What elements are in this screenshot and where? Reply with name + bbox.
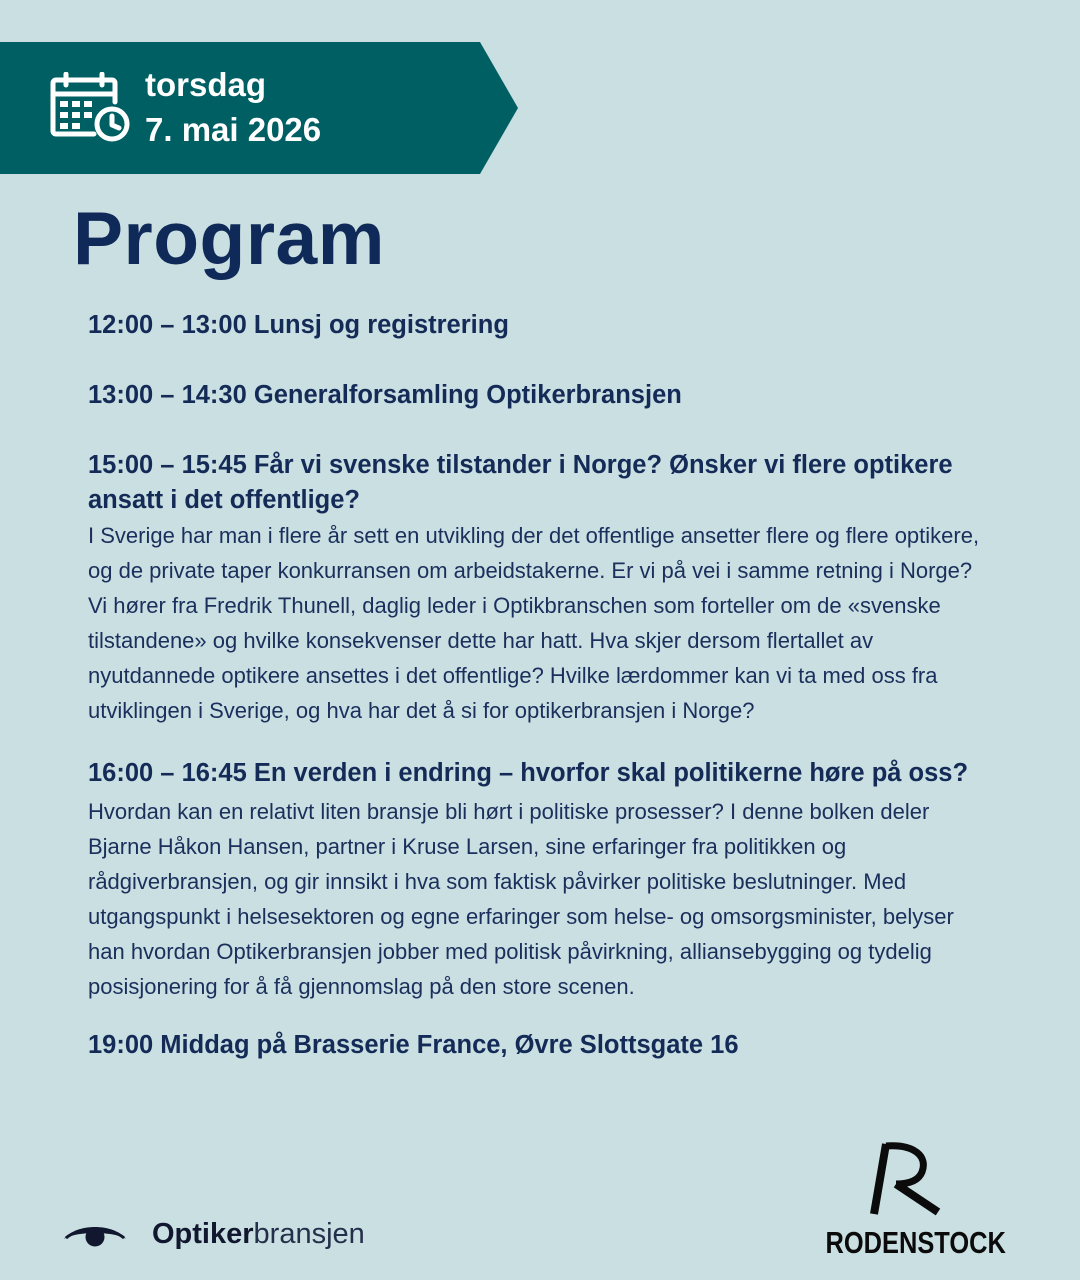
program-item-description: Hvordan kan en relativt liten bransje bli hørt i politiske prosesser? I denne bolken deler Bjarne Håkon Hansen, partner i Kruse Larsen, sine erfaringer fra politikken og rådgiverbransjen, og gir innsikt i hva som faktisk påvirker politiske beslutninger. Med utgangspunkt i helsesektoren og egne erfaringer som helse- og omsorgsminister, belyser han hvordan Optikerbransjen jobber med politisk påvirkning, alliansebygging og tydelig posisjonering for å få gjennomslag på den store scenen. [88,799,954,999]
banner-date: 7. mai 2026 [145,111,322,148]
program-item [88,753,983,1004]
program-item [88,308,983,343]
rodenstock-wordmark: RODENSTOCK [825,1225,1006,1260]
program-item-heading: 13:00 – 14:30 Generalforsamling Optikerbransjen [88,381,682,409]
eye-icon [62,1217,128,1251]
program-item [88,378,983,413]
brand-name-light: bransjen [253,1217,365,1250]
optikerbransjen-logo [62,1214,365,1254]
program-item-heading: 16:00 – 16:45 En verden i endring – hvorfor skal politikerne høre på oss? [88,759,969,787]
program-item-heading: 19:00 Middag på Brasserie France, Øvre Slottsgate 16 [88,1031,739,1059]
program-item-description: I Sverige har man i flere år sett en utvikling der det offentlige ansetter flere og flere optikere, og de private taper konkurransen om arbeidstakerne. Er vi på vei i samme retning i Norge? Vi hører fra Fredrik Thunell, daglig leder i Optikbranschen som forteller om de «svenske tilstandene» og hvilke konsekvenser dette har hatt. Hva skjer dersom flertallet av nyutdannede optikere ansettes i det offentlige? Hvilke lærdommer kan vi ta med oss fra utviklingen i Sverige, og hva har det å si for optikerbransjen i Norge? [88,523,980,723]
rodenstock-logo [808,1140,1006,1262]
calendar-clock-icon [48,72,130,144]
program-item [88,448,983,728]
banner-day: torsdag [145,66,267,103]
program-list [88,308,983,1063]
program-item-heading: 15:00 – 15:45 Får vi svenske tilstander i Norge? Ønsker vi flere optikere ansatt i det offentlige? [88,451,953,514]
brand-name [152,1218,365,1251]
program-item [88,1028,983,1063]
page-title: Program [73,196,385,280]
rodenstock-r-logo [866,1140,946,1222]
program-item-heading: 12:00 – 13:00 Lunsj og registrering [88,311,509,339]
brand-name-bold: Optiker [152,1217,254,1250]
